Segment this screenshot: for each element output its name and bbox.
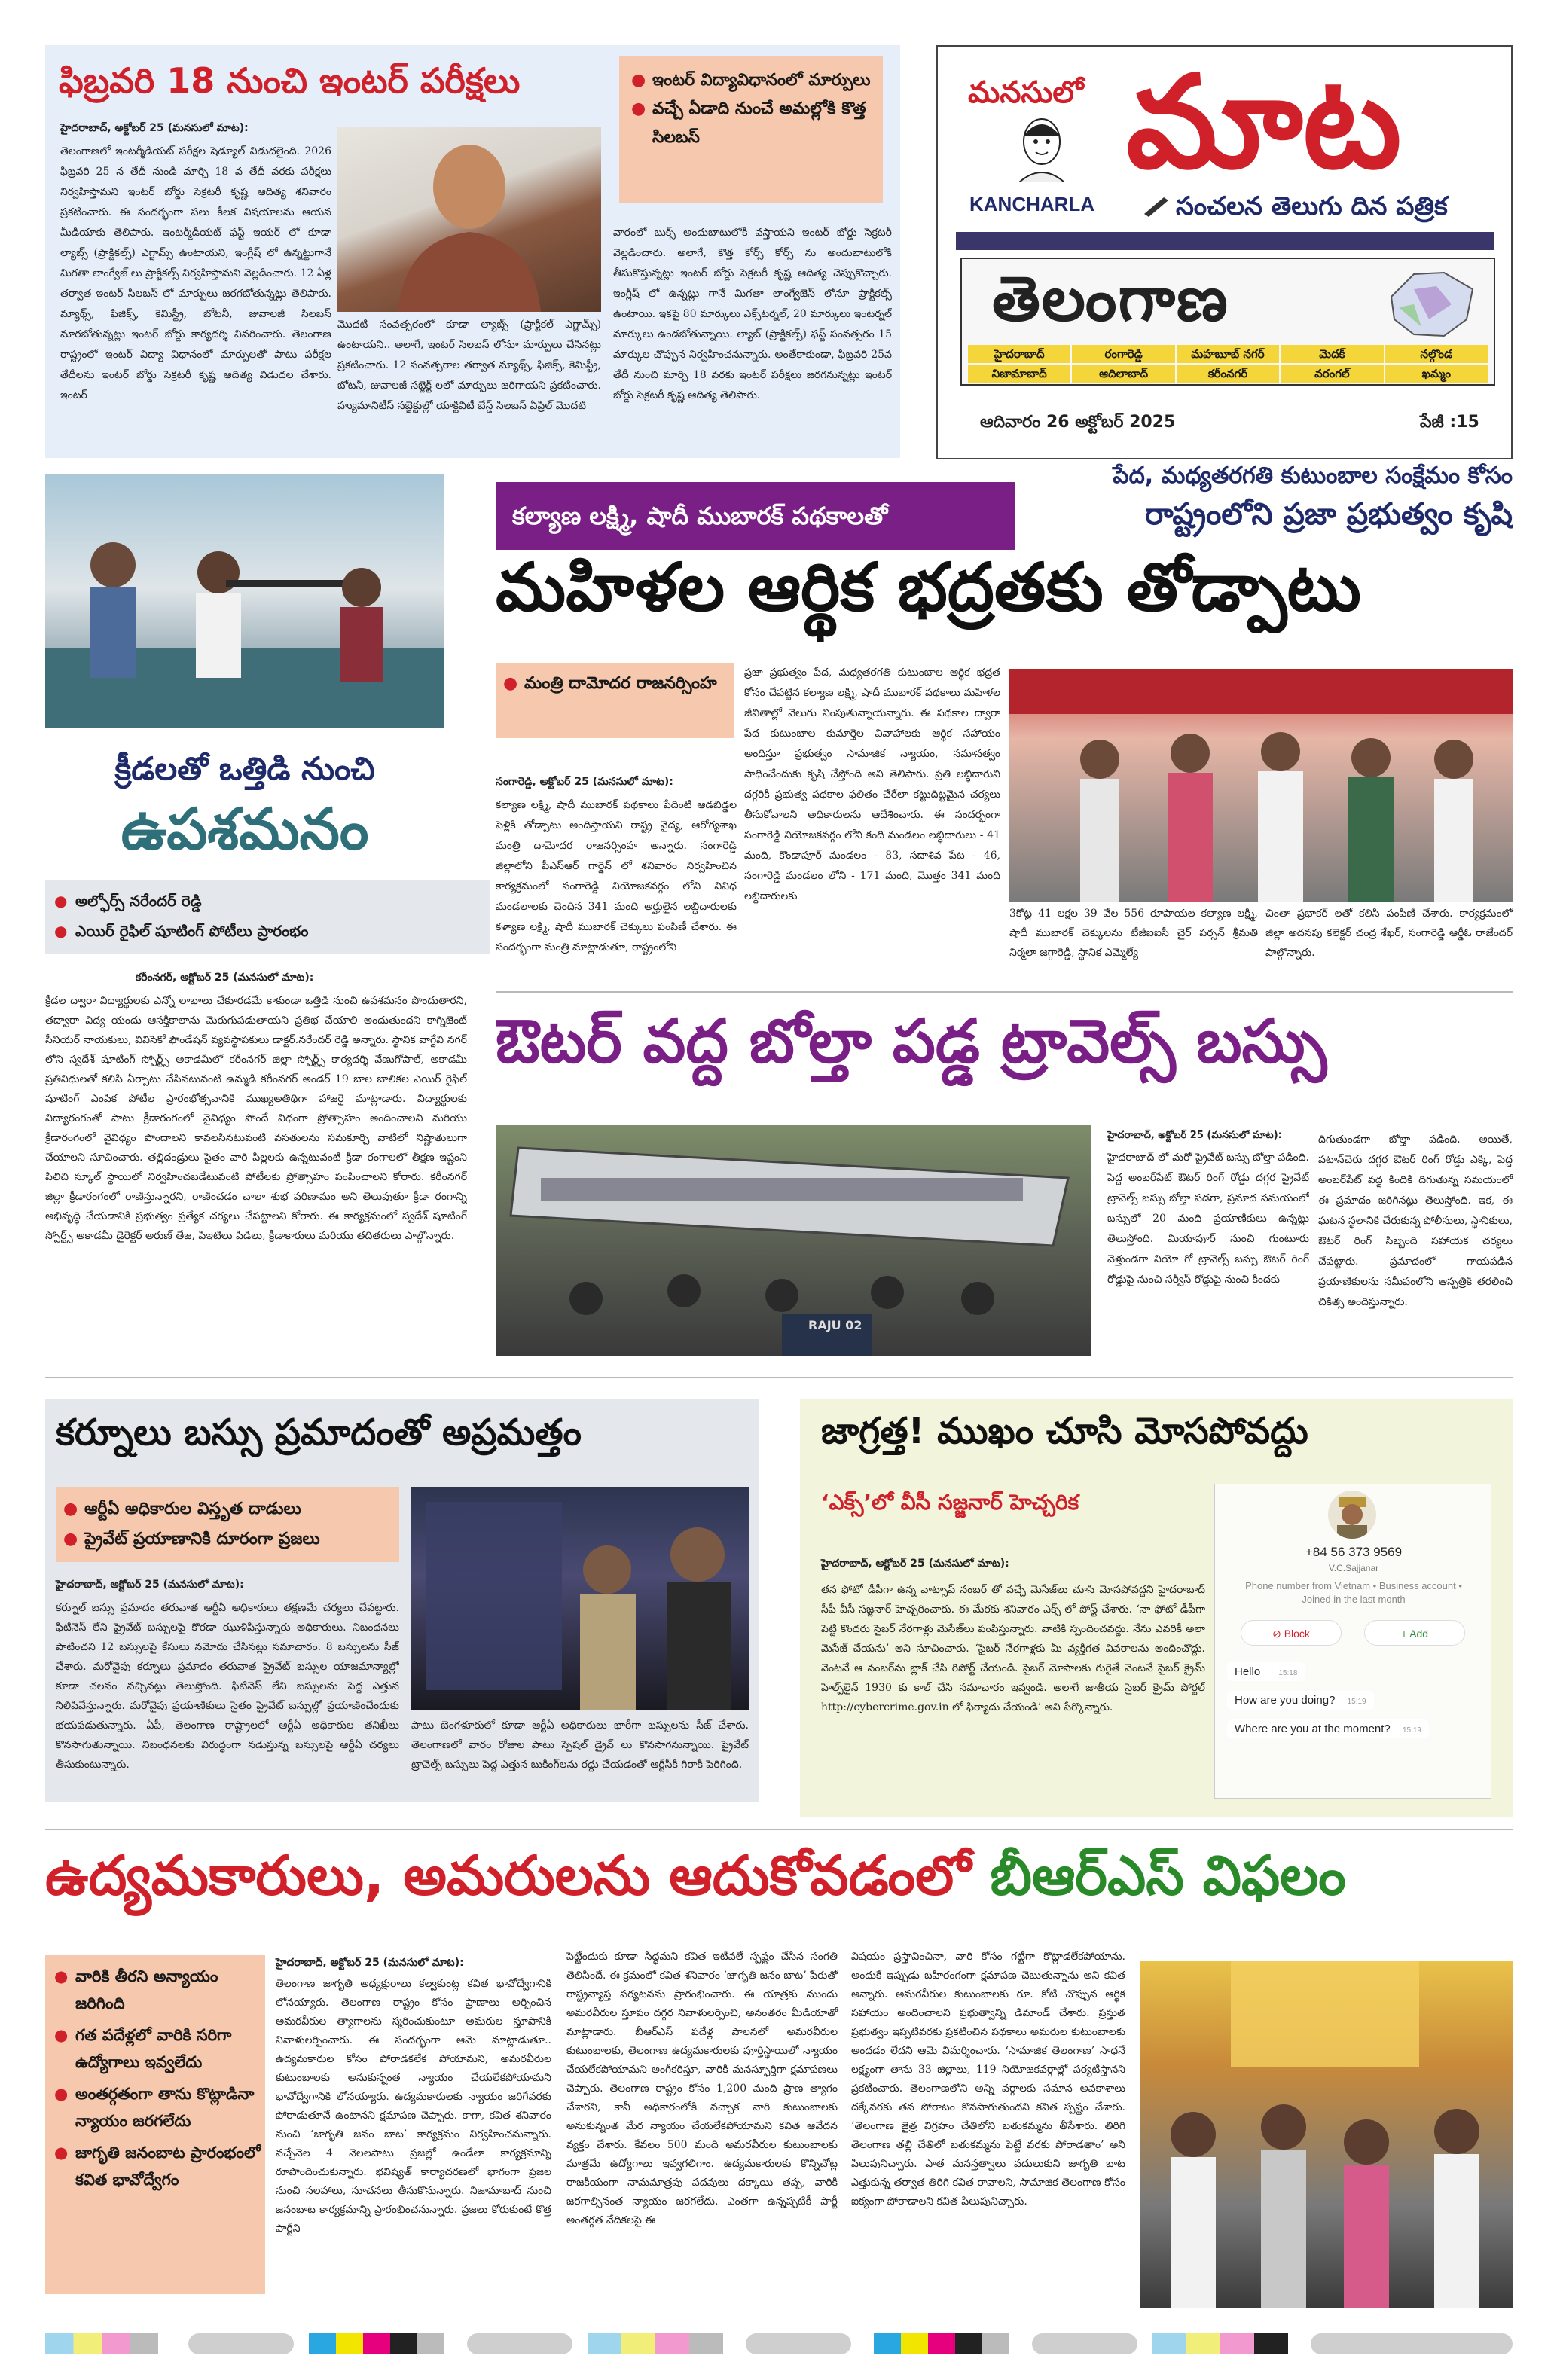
- add-label: Add: [1409, 1628, 1429, 1640]
- kalyana-kicker: కల్యాణ లక్ష్మి, షాదీ ముబారక్ పథకాలతో: [496, 482, 1015, 550]
- masthead-tagline: సంచలన తెలుగు దిన పత్రిక: [1176, 191, 1448, 221]
- police-officer-icon: [1328, 1491, 1376, 1539]
- kalyana-ceremony-photo: [1009, 669, 1513, 902]
- founder-portrait: [1012, 113, 1072, 182]
- person-silhouette-icon: [337, 127, 601, 312]
- chat-text: Where are you at the moment?: [1235, 1722, 1391, 1735]
- chat-time: 15:18: [1278, 1669, 1298, 1677]
- add-user-icon: +: [1400, 1628, 1410, 1640]
- edition-banner: [960, 258, 1495, 386]
- block-label: Block: [1284, 1628, 1310, 1640]
- district-cell: రంగారెడ్డి: [1072, 345, 1174, 363]
- block-icon: ⊘: [1272, 1628, 1284, 1640]
- inter-secretary-photo: [337, 127, 601, 312]
- brs-dateline: హైదరాబాద్, అక్టోబర్ 25 (మనసులో మాట):: [276, 1957, 464, 1969]
- district-cell: నిజామాబాద్: [968, 365, 1070, 383]
- kurnool-police-photo: [411, 1487, 749, 1710]
- kurnool-bullet-1: ● ఆర్టీఏ అధికారుల విస్తృత దాడులు: [59, 1494, 396, 1524]
- sajjanar-dateline: హైదరాబాద్, అక్టోబర్ 25 (మనసులో మాట):: [821, 1558, 1009, 1570]
- outer-bus-body-col1: హైదరాబాద్ లో మరో ప్రైవేట్ బస్సు బోల్తా పడింది. పెద్ద అంబర్‌పేట్ ఔటర్ రింగ్ రోడ్డు దగ్గర ప్రైవేట్ ట్రావెల్స్ బస్సు బోల్తా పడగా, ప్రమాద సమయంలో బస్సులో 20 మంది ప్రయాణికులు ఉన్నట్లు తెలుస్తోంది. మియాపూర్ నుంచి గుంటూరు వెళ్తుండగా నియో గో ట్రావెల్స్ బస్సు ఔటర్ రింగ్ రోడ్డుపై నుంచి సర్వీస్ రోడ్డుపై నుంచి కిందకు: [1107, 1152, 1309, 1286]
- kalyana-body-col4: చింతా ప్రభాకర్ లతో కలిసి పంపిణీ చేశారు. కార్యక్రమంలో జిల్లా అదనపు కలెక్టర్ చంద్ర శేఖర్, సంగారెడ్డి ఆర్డీఓ రాజేందర్ పాల్గొన్నారు.: [1265, 908, 1513, 959]
- district-cell: మెదక్: [1281, 345, 1383, 363]
- sports-dateline: కరీంనగర్, అక్టోబర్ 25 (మనసులో మాట):: [136, 972, 314, 984]
- kalyana-bullet-1: ● మంత్రి దామోదర రాజనర్సింహ: [499, 669, 731, 699]
- masthead-brand-sub: KANCHARLA: [969, 193, 1095, 215]
- sports-bullet-1: ● అల్ఫోర్స్ నరేందర్ రెడ్డి: [50, 886, 485, 916]
- masthead-brand-small: మనసులో: [968, 75, 1084, 110]
- masthead-brand-main: మాట: [1126, 48, 1402, 197]
- contact-name: V.C.Sajjanar: [1328, 1563, 1379, 1573]
- district-cell: కరీంనగర్: [1177, 365, 1279, 383]
- brs-bullet-box: [45, 1955, 265, 2294]
- contact-meta: Phone number from Vietnam • Business account • Joined in the last month: [1245, 1580, 1462, 1605]
- sajjanar-headline: జాగ్రత్త! ముఖం చూసి మోసపోవద్దు: [821, 1410, 1308, 1452]
- district-cell: వరంగల్: [1281, 365, 1383, 383]
- district-grid: [968, 345, 1488, 383]
- chat-text: How are you doing?: [1235, 1694, 1336, 1707]
- kurnool-body-col1: కర్నూల్ బస్సు ప్రమాదం తరువాత ఆర్టీఏ అధికారులు తక్షణమే చర్యలు చేపట్టారు. ఫిటినెస్ లేని ప్రైవేట్ బస్సులపై కొరడా ఝుళిపిస్తున్నారు అధికారులు. నిబంధనలు పాటించని 12 బస్సులపై కేసులు నమోదు చేసినట్లు సమాచారం. 8 బస్సులను సీజ్ చేశారు. మరోవైపు కర్నూలు ప్రమాదం తరువాత ప్రైవేట్ బస్సుల యాజమాన్యాల్లో కూడా చలనం వచ్చినట్లు తెలుస్తోంది. ఫిటినెస్ లేని బస్సులను పెద్ద ఎత్తున నిలిపివేస్తున్నారు. మరోవైపు ప్రయాణికులు సైతం ప్రైవేట్ బస్సుల్లో ప్రయాణించేందుకు భయపడుతున్నారు. ఏపీ, తెలంగాణ రాష్ట్రాలలో ఆర్టీఏ అధికారుల తనిఖీలు కొనసాగుతున్నాయి. నిబంధనలకు విరుద్ధంగా నడుస్తున్న బస్సులపై ఆర్టీఏ చర్యలు తీసుకుంటున్నారు.: [56, 1602, 399, 1771]
- kalyana-body-col2: ప్రజా ప్రభుత్వం పేద, మధ్యతరగతి కుటుంబాల ఆర్థిక భద్రత కోసం చేపట్టిన కల్యాణ లక్ష్మి, షాదీ ముబారక్ పథకాలు మహిళల జీవితాల్లో వెలుగు నింపుతున్నాయన్నారు. ఈ పథకాల ద్వారా పేద కుటుంబాల కుమార్తెల వివాహాలకు ఆర్థిక సహాయం అందిస్తూ ప్రభుత్వం సామాజిక న్యాయం, సమానత్వం సాధించేందుకు కృషి చేస్తోంది అని తెలిపారు. ప్రతి లబ్ధిదారుని దగ్గరికి ప్రభుత్వ పథకాల ఫలితం చేరేలా కట్టుదిట్టమైన చర్యలు తీసుకోవాలని అధికారులను ఆదేశించారు. ఈ సందర్భంగా సంగారెడ్డి నియోజకవర్గం లోని కంది మండలం లబ్ధిదారులు - 41 మంది, కొండాపూర్ మండలం - 83, సదాశివ పేట - 46, సంగారెడ్డి మండలం లోని - 171 మంది, మొత్తం 341 మంది లబ్ధిదారులకు: [744, 667, 1000, 902]
- kalyana-headline: మహిళల ఆర్థిక భద్రతకు తోడ్పాటు: [496, 548, 1361, 626]
- brs-bullet-2: ● గత పదేళ్లలో వారికి సరిగా ఉద్యోగాలు ఇవ్వలేదు: [50, 2021, 261, 2076]
- brs-headline-part1: ఉద్యమకారులు, అమరులను ఆదుకోవడంలో: [45, 1844, 991, 1907]
- overturned-bus-icon: [496, 1125, 1091, 1356]
- kurnool-dateline: హైదరాబాద్, అక్టోబర్ 25 (మనసులో మాట):: [56, 1579, 244, 1591]
- kurnool-bullet-2: ● ప్రైవేట్ ప్రయాణానికి దూరంగా ప్రజలు: [59, 1524, 396, 1555]
- sajjanar-kicker: ‘ఎక్స్’లో వీసీ సజ్జనార్ హెచ్చరిక: [821, 1490, 1079, 1515]
- section-divider: [496, 991, 1513, 993]
- sports-body: క్రీడల ద్వారా విద్యార్థులకు ఎన్నో లాభాలు చేకూరడమే కాకుండా ఒత్తిడి నుంచి ఉపశమనం పొందుతారని, తద్వారా విద్య యందు ఆసక్తికాలాను మెరుగుపడుతాయని ప్రతిభ చేయాలి అందుతుందని కాగ్నిజెంట్ సీనియర్ నాయకులు, వివిసెకో ఫౌండేషన్ వ్యవస్థాపకులు డాక్టర్.నరేందర్ రెడ్డి అన్నారు. స్థానిక వాగ్దేవి నగర్ లోని స్వదేశ్ షూటింగ్ స్పోర్ట్స్ అకాడమీలో కరీంనగర్ జిల్లా స్పోర్ట్స్ కార్యదర్శి వేణుగోపాల్, అకాడమీ ప్రతినిధులతో కలిసి ఏర్పాటు చేసినటువంటి ఉమ్మడి కరీంనగర్ అండర్ 19 బాల బాలికల ఎయిర్ రైఫిల్ షూటింగ్ ఎంపిక పోటీల ప్రారంభోత్సవానికి ముఖ్యఅతిథిగా హాజరై మాట్లాడారు. విద్యార్థులకు విద్యారంగంతో పాటు క్రీడారంగంలో వైవిధ్యం పొందే విధంగా ప్రోత్సాహం అందించాలని మరియు క్రీడారంగంలో వైవిధ్యం పొందాలని కావలసినటువంటి వసతులను సమకూర్చి వాటిలో నిష్ణాతులుగా చేయాలని సూచించారు. తల్లిదండ్రులు సైతం వారి పిల్లలకు ఉన్నటువంటి క్రీడా రంగాలలో తీక్షణ ఇష్టంని పిలిచి స్కూల్ స్థాయిలో నిర్వహించబడేటువంటి పోటీలకు ప్రోత్సాహం పంపించాలని కోరారు. కరీంనగర్ జిల్లా క్రీడారంగంలో రాణిస్తున్నారని, రాణించడం చాలా శుభ పరిణామం అని తెలుపుతూ క్రీడా రంగాన్ని అభివృద్ధి చేయడానికి ప్రభుత్వం ప్రత్యేక చర్యలు చేపట్టాలని కోరారు. ఈ కార్యక్రమంలో స్వదేశ్ షూటింగ్ స్పోర్ట్స్ అకాడమీ డైరెక్టర్ అరుణ్ తేజ, పిఇటిలు పిడిలు, క్రీడాకారులు మరియు తదితరులు పాల్గొన్నారు.: [45, 995, 467, 1242]
- inter-headline: ఫిబ్రవరి 18 నుంచి ఇంటర్ పరీక్షలు: [59, 60, 521, 101]
- district-cell: నల్గొండ: [1385, 345, 1488, 363]
- contact-phone-number: +84 56 373 9569: [1305, 1545, 1403, 1559]
- section-divider: [45, 1377, 1513, 1378]
- sports-shooting-photo: [45, 474, 444, 728]
- kurnool-bullet-box: [56, 1487, 399, 1562]
- sports-bullet-box: [45, 880, 490, 954]
- district-cell: మహబూబ్ నగర్: [1177, 345, 1279, 363]
- brs-bullet-4: ● జాగృతి జనంబాట ప్రారంభంలో కవిత భావోద్వేగం: [50, 2139, 261, 2193]
- inter-body-col3: వారంలో బుక్స్ అందుబాటులోకి వస్తాయని ఇంటర్ బోర్డు సెక్రటరీ వెల్లడించారు. అలాగే, కొత్త కోర్స్ కోర్స్ ను అందుబాటులోకి తీసుకొస్తున్నట్లు ఇంటర్ బోర్డు సెక్రటరీ కృష్ణ ఆదిత్య చెప్పుకొచ్చారు. ఇంగ్లీష్ లో ఉన్నట్లు గానే మిగతా లాంగ్వేజెస్ లోనూ ప్రాక్టికల్స్ ఉంటాయి. ఇకపై 80 మార్కులు ఎక్స్‌టర్నల్, 20 మార్కులు ఇంటర్నల్ మార్కులు ఉండబోతున్నాయి. ల్యాబ్ (ప్రాక్టికల్స్) ఫస్ట్ సంవత్సరం 15 మార్కుల చొప్పున నిర్వహించనున్నారు. అంతేకాకుండా, ఫిబ్రవరి 25వ తేదీ నుంచి మార్చి 18 వరకు ఇంటర్ పరీక్షలు జరగనున్నట్లు ఇంటర్ బోర్డు సెక్రటరీ కృష్ణ ఆదిత్య తెలిపారు.: [613, 227, 892, 401]
- section-divider: [45, 1829, 1513, 1830]
- telangana-map-icon: [1384, 267, 1482, 342]
- inter-dateline: హైదరాబాద్, అక్టోబర్ 25 (మనసులో మాట):: [60, 122, 249, 134]
- masthead-page: పేజీ :15: [1420, 413, 1479, 432]
- sajjanar-body: తన ఫోటో డీపీగా ఉన్న వాట్సాప్ నంబర్ తో వచ్చే మెసేజ్‌లు చూసి మోసపోవద్దని హైదరాబాద్ సీపీ వీసీ సజ్జనార్ హెచ్చరించారు. ఈ మేరకు శనివారం ఎక్స్ లో పోస్ట్ చేశారు. ‘నా ఫోటో డీపీగా పెట్టి కొందరు సైబర్ నేరగాళ్లు మెసేజ్‌లు పంపిస్తున్నారు. వాటికి స్పందించవద్దు. నేను ఎవరికీ అలా మెసేజ్ చేయను’ అని సూచించారు. ‘సైబర్ నేరగాళ్లకు మీ వ్యక్తిగత వివరాలను అందించొద్దు. వెంటనే ఆ నంబర్‌ను బ్లాక్ చేసి రిపోర్ట్ చేయండి. సైబర్ మోసాలకు గురైతే వెంటనే సైబర్ క్రైమ్ హెల్ప్‌లైన్ 1930 కు కాల్ చేసి సమాచారం ఇవ్వండి. అలాగే జాతీయ సైబర్ క్రైమ్ పోర్టల్ http://cybercrime.gov.in లో ఫిర్యాదు చేయండి’ అని పేర్కొన్నారు.: [821, 1584, 1205, 1713]
- registration-bar: [45, 2333, 1513, 2354]
- sports-bullet-2: ● ఎయిర్ రైఫిల్ షూటింగ్ పోటీలు ప్రారంభం: [50, 916, 485, 946]
- district-cell: ఖమ్మం: [1385, 365, 1488, 383]
- police-inspection-icon: [411, 1487, 749, 1710]
- inter-bullet-1: ● ఇంటర్ విద్యావిధానంలో మార్పులు: [627, 66, 875, 95]
- inter-bullet-box: [619, 56, 883, 203]
- brs-body-col1: తెలంగాణ జాగృతి అధ్యక్షురాలు కల్వకుంట్ల కవిత భావోద్వేగానికి లోనయ్యారు. తెలంగాణ రాష్ట్రం కోసం ప్రాణాలు అర్పించిన అమరవీరుల త్యాగాలను స్మరించుకుంటూ అమరుల స్తూపానికి నివాళులర్పించారు. ఈ సందర్భంగా ఆమె మాట్లాడుతూ.. ఉద్యమకారుల కోసం పోరాడకలేక పోయామని, అమరవీరుల కుటుంబాలకు అనుకున్నంత న్యాయం చేయలేకపోయామని భావోద్వేగానికి లోనయ్యారు. ఉద్యమకారులకు న్యాయం జరిగేవరకు పోరాడుతూనే ఉంటానని క్షమాపణ చెప్పారు. కాగా, కవిత శనివారం నుంచి ‘జాగృతి జనం బాట’ కార్యక్రమం నిర్వహించనున్నారు. వచ్చేనెల 4 నెలలపాటు ప్రజల్లో ఉండేలా కార్యక్రమాన్ని రూపొందించుకున్నారు. భవిష్యత్ కార్యాచరణలో భాగంగా ప్రజల నుంచి సలహాలు, సూచనలు తీసుకొనున్నారు. నిజామాబాద్ నుంచి జనంబాట కార్యక్రమాన్ని ప్రారంభించనున్నారు. ప్రజలు కోరుకుంటే కొత్త పార్టీని: [276, 1978, 551, 2235]
- contact-avatar: [1328, 1491, 1376, 1539]
- brs-headline: [45, 1844, 1513, 1921]
- whatsapp-screenshot: [1214, 1484, 1491, 1799]
- kurnool-body-col2: పాటు బెంగళూరులో కూడా ఆర్టీఏ అధికారులు భారీగా బస్సులను సీజ్ చేశారు. తెలంగాణలో వారం రోజుల పాటు స్పెషల్ డ్రైవ్ లు కొనసాగనున్నాయి. ప్రైవేట్ ట్రావెల్స్ బస్సులు పెద్ద ఎత్తున బుకింగ్‌లను రద్దు చేయడంతో ఆర్టీసీకి గిరాకీ పెరిగింది.: [411, 1719, 749, 1771]
- outer-bus-headline: ఔటర్ వద్ద బోల్తా పడ్డ ట్రావెల్స్ బస్సు: [496, 1006, 1327, 1076]
- chat-time: 15:19: [1347, 1698, 1366, 1706]
- portrait-sketch-icon: [1012, 113, 1072, 182]
- chat-time: 15:19: [1402, 1726, 1421, 1735]
- outer-bus-body-col2: దిగుతుండగా బోల్తా పడింది. అయితే, పటాన్‌చెరు దగ్గర ఔటర్ రింగ్ రోడ్డు ఎక్కి, పెద్ద అంబర్‌పేట్ వద్ద కిందికి దిగుతున్న సమయంలో ఈ ప్రమాదం జరిగినట్లు తెలుస్తోంది. ఇక, ఈ ఘటన స్థలానికి చేరుకున్న పోలీసులు, స్థానికులు, ఔటర్ రింగ్ సిబ్బంది సహాయక చర్యలు చేపట్టారు. ప్రమాదంలో గాయపడిన ప్రయాణికులను సమీపంలోని ఆస్పత్రికి తరలించి చికిత్స అందిస్తున్నారు.: [1318, 1134, 1513, 1308]
- brs-body-col2: పెట్టేందుకు కూడా సిద్ధమని కవిత ఇటీవలే స్పష్టం చేసిన సంగతి తెలిసిందే. ఈ క్రమంలో కవిత శనివారం ‘జాగృతి జనం బాట’ పేరుతో రాష్ట్రవ్యాప్త పర్యటనను ప్రారంభించారు. ఈ యాత్రకు ముందు అమరవీరుల స్తూపం దగ్గర నివాళులర్పించి, అనంతరం మీడియాతో మాట్లాడారు. బీఆర్ఎస్ పదేళ్ల పాలనలో అమరవీరుల కుటుంబాలకు, తెలంగాణ ఉద్యమకారులకు పూర్తిస్థాయిలో న్యాయం చేయలేకపోయామని అంగీకరిస్తూ, వారికి మనస్ఫూర్తిగా క్షమాపణలు చెప్పారు. తెలంగాణ రాష్ట్రం కోసం 1,200 మంది ప్రాణ త్యాగం చేశారని, కానీ అధికారంలోకి వచ్చాక వారి కుటుంబాలకు అనుకున్నంత మేర న్యాయం చేయలేకపోయామని కవిత ఆవేదన వ్యక్తం చేశారు. కేవలం 500 మంది అమరవీరుల కుటుంబాలకు మాత్రమే ఉద్యోగాలు ఇవ్వగలిగాం. ఉద్యమకారులకు కొన్నిచోట్ల రాజకీయంగా నామమాత్రపు పదవులు దక్కాయి తప్ప, వారికి జరగాల్సినంత న్యాయం జరగలేదు. ఎంతగా ఉన్నప్పటికీ పార్టీ అంతర్గత వేదికలపై ఈ: [566, 1951, 838, 2226]
- inter-bullet-2: ● వచ్చే ఏడాది నుంచే అమల్లోకి కొత్త సిలబస్: [627, 95, 875, 152]
- kalyana-right-kicker-1: పేద, మధ్యతరగతి కుటుంబాల సంక్షేమం కోసం: [1113, 462, 1513, 489]
- shooting-scene-icon: [45, 474, 444, 728]
- kalyana-body-col1: కల్యాణ లక్ష్మి, షాదీ ముబారక్ పథకాలు పేదింటి ఆడబిడ్డల పెళ్లికి తోడ్పాటు అందిస్తాయని రాష్ట్ర వైద్య, ఆరోగ్యశాఖ మంత్రి దామోదర రాజనర్సింహ అన్నారు. సంగారెడ్డి జిల్లాలోని పీఎస్ఆర్ గార్డెన్ లో శనివారం నిర్వహించిన కార్యక్రమంలో సంగారెడ్డి నియోజకవర్గం లోని వివిధ మండలాలకు చెందిన 341 మంది అర్హులైన లబ్ధిదారులకు కళ్యాణ లక్ష్మి, షాదీ ముబారక్ చెక్కులు పంపిణీ చేశారు. ఈ సందర్భంగా మంత్రి మాట్లాడుతూ, రాష్ట్రంలోని: [496, 799, 737, 954]
- ceremony-group-icon: [1009, 669, 1513, 902]
- kalyana-right-kicker-2: రాష్ట్రంలోని ప్రజా ప్రభుత్వం కృషి: [1145, 497, 1513, 532]
- chat-bubble: [1227, 1691, 1374, 1710]
- kurnool-headline: కర్నూలు బస్సు ప్రమాదంతో అప్రమత్తం: [56, 1411, 582, 1454]
- brs-bullet-3: ● అంతర్గతంగా తాను కొట్లాడినా న్యాయం జరగలేదు: [50, 2080, 261, 2134]
- chat-bubble: [1227, 1662, 1305, 1681]
- masthead: [936, 45, 1513, 459]
- edition-title: తెలంగాణ: [992, 264, 1229, 335]
- masthead-date: ఆదివారం 26 అక్టోబర్ 2025: [980, 413, 1176, 432]
- district-cell: హైదరాబాద్: [968, 345, 1070, 363]
- block-button[interactable]: [1241, 1620, 1342, 1646]
- chat-bubble: [1227, 1719, 1429, 1738]
- masthead-divider: [956, 232, 1494, 250]
- outer-bus-photo-text: RAJU 02: [808, 1318, 862, 1332]
- pen-icon: [1141, 194, 1171, 217]
- brs-kavitha-photo: [1140, 1961, 1513, 2308]
- brs-headline-part2: బీఆర్ఎస్ విఫలం: [990, 1844, 1346, 1907]
- crowd-tribute-icon: [1140, 1961, 1513, 2308]
- chat-text: Hello: [1235, 1665, 1261, 1678]
- inter-body-col1: తెలంగాణలో ఇంటర్మీడియట్ పరీక్షల షెడ్యూల్ విడుదలైంది. 2026 ఫిబ్రవరి 25 న తేదీ నుండి మార్చి 18 వ తేదీ వరకు పరీక్షలు నిర్వహిస్తామని ఇంటర్ బోర్డు సెక్రటరీ కృష్ణ ఆదిత్య శనివారం ప్రకటించారు. ఈ సందర్భంగా పలు కీలక విషయాలను ఆయన మీడియాకు తెలిపారు. ఇంటర్మీడియట్ ఫస్ట్ ఇయర్ లో కూడా ల్యాబ్స్ (ప్రాక్టికల్స్) ఎగ్జామ్స్ ఉంటాయని, ఇంగ్లీష్ లో ఉన్నట్టుగానే మిగతా లాంగ్వేజ్ లు ప్రాక్టికల్స్ నిర్వహిస్తామని వెల్లడించారు. 12 ఏళ్ల తర్వాత ఇంటర్ సిలబస్ లో మార్పులు జరగబోతున్నట్లు తెలిపారు. మ్యాథ్స్, ఫిజిక్స్, కెమిస్ట్రీ, బోటనీ, జువాలజీ సిలబస్ మారబోతున్నట్లు ఇంటర్ బోర్డు కార్యదర్శి వివరించారు. తెలంగాణ రాష్ట్రంలో ఇంటర్ విద్యా విధానంలో మార్పులతో పాటు పరీక్షల తేదీలను ఇంటర్ బోర్డు సెక్రటరీ కృష్ణ ఆదిత్య విడుదల చేశారు. ఇంటర్: [60, 145, 331, 401]
- brs-bullet-1: ● వారికి తీరని అన్యాయం జరిగింది: [50, 1963, 261, 2017]
- outer-bus-dateline: హైదరాబాద్, అక్టోబర్ 25 (మనసులో మాట):: [1107, 1130, 1282, 1141]
- kalyana-bullet-box: [496, 663, 734, 738]
- sports-headline-small: క్రీడలతో ఒత్తిడి నుంచి: [114, 750, 375, 787]
- brs-body-col3: విషయం ప్రస్తావించినా, వారి కోసం గట్టిగా కొట్లాడలేకపోయాను. అందుకే ఇప్పుడు బహిరంగంగా క్షమాపణ చెబుతున్నాను అని కవిత అన్నారు. అమరవీరుల కుటుంబాలకు రూ. కోటి చొప్పున ఆర్థిక సహాయం అందించాలని ప్రభుత్వాన్ని డిమాండ్ చేశారు. ప్రస్తుత ప్రభుత్వం ఇప్పటివరకు ప్రకటించిన పథకాలు అమరుల కుటుంబాలకు అందడం లేదని ఆమె విమర్శించారు. ‘సామాజిక తెలంగాణ’ సాధనే లక్ష్యంగా తాను 33 జిల్లాలు, 119 నియోజకవర్గాల్లో పర్యటిస్తానని ప్రకటించారు. తెలంగాణలోని అన్ని వర్గాలకు సమాన అవకాశాలు దక్కేవరకు తన పోరాటం కొనసాగుతుందని కవిత స్పష్టం చేశారు. ‘తెలంగాణ జైత్ర విగ్రహం చేతిలోని బతుకమ్మను తీసేశారు. తిరిగి తెలంగాణ తల్లి చేతిలో బతుకమ్మను పెట్టే వరకు పోరాడతాం’ అని పిలుపునిచ్చారు. పాత మనస్తత్వాలు వదులుకుని జాగృతి బాట ఎత్తుకున్న తర్వాత తిరిగి కవిత రావాలని, సామాజిక తెలంగాణ కోసం ఐక్యంగా పోరాడాలని కవిత పిలుపునిచ్చారు.: [851, 1951, 1125, 2208]
- kalyana-body-col3: 3కోట్ల 41 లక్షల 39 వేల 556 రూపాయల కల్యాణ లక్ష్మి, షాదీ ముబారక్ చెక్కులను టీజీఐఐసీ చైర్ పర్సన్ శ్రీమతి నిర్మలా జగ్గారెడ్డి, స్థానిక ఎమ్మెల్యే: [1009, 908, 1258, 959]
- kalyana-dateline: సంగారెడ్డి, అక్టోబర్ 25 (మనసులో మాట):: [496, 776, 673, 788]
- inter-body-col2: మొదటి సంవత్సరంలో కూడా ల్యాబ్స్ (ప్రాక్టికల్ ఎగ్జామ్స్) ఉంటాయని.. అలాగే, ఇంటర్ సిలబస్ లోనూ మార్పులు చేసినట్లు ప్రకటించారు. 12 సంవత్సరాల తర్వాత మ్యాథ్స్, ఫిజిక్స్, కెమిస్ట్రీ, బోటనీ, జువాలజీ సబ్జెక్ట్ లలో మార్పులు జరిగాయని ప్రకటించారు. హ్యుమానిటీస్ సబ్జెక్టుల్లో యాక్టివిటీ బేస్డ్ సిలబస్ ఏప్రిల్ మొదటి: [337, 319, 601, 412]
- outer-bus-accident-photo: [496, 1125, 1091, 1356]
- district-cell: ఆదిలాబాద్: [1072, 365, 1174, 383]
- sports-headline-big: ఉపశమనం: [121, 795, 369, 862]
- add-contact-button[interactable]: [1364, 1620, 1465, 1646]
